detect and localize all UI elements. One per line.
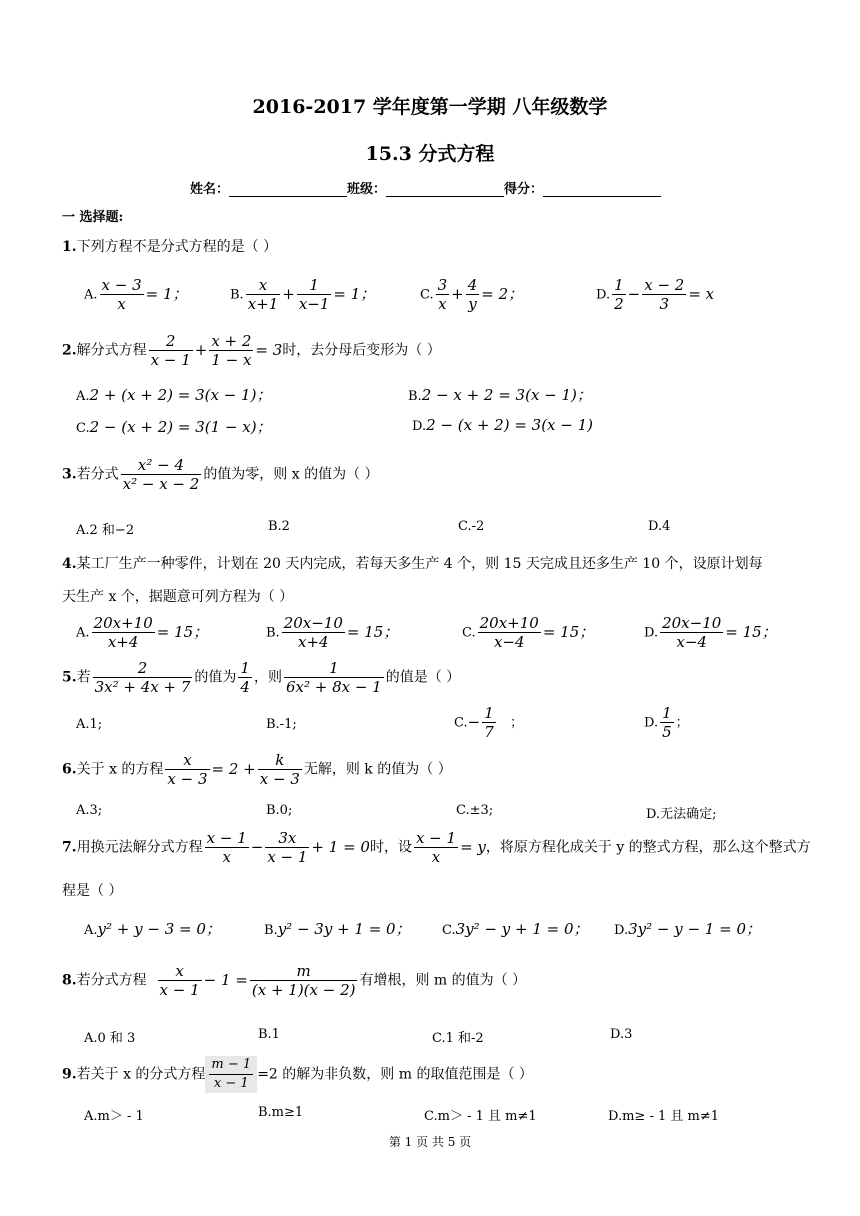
question-2: 2.解分式方程 $\frac{2}{x - 1}$ + $\frac{x + 2}{1 - x}$ = 3时，去分母后变形为（ ） — [62, 332, 441, 369]
question-3: 3.若分式 $\frac{\text{x² − 4}}{\text{x² − x − 2}}$ 的值为零，则 x 的值为（ ） — [62, 456, 379, 493]
q2-option-b: B.2 − x + 2 = 3(x − 1)； — [408, 386, 592, 404]
q6-option-c: C.±3; — [456, 803, 494, 818]
q5-option-c: C.− $\frac{1}{7}$ ； — [454, 704, 524, 741]
q8-option-d: D.3 — [610, 1027, 633, 1042]
section-heading: 一 选择题: — [62, 210, 124, 225]
q8-option-a: A.0 和 3 — [84, 1031, 136, 1046]
class-label: 班级： — [347, 182, 387, 197]
q2-option-c: C.2 − (x + 2) = 3(1 − x)； — [76, 418, 272, 436]
page-subtitle: 15.3 分式方程 — [365, 143, 495, 165]
q4-option-d: D. $\frac{20x-10}{x-4}$ = 15； — [644, 614, 777, 651]
question-7-line2: 程是（ ） — [62, 883, 123, 899]
q1-option-a: A. $\frac{x - 3}{x}$ = 1； — [84, 276, 188, 313]
q2-option-a: A.2 + (x + 2) = 3(x − 1)； — [76, 386, 272, 404]
q8-option-b: B.1 — [258, 1027, 280, 1042]
q5-option-a: A.1; — [76, 717, 103, 732]
page-number: 第 1 页 共 5 页 — [388, 1135, 472, 1149]
name-blank — [229, 182, 347, 197]
question-1: 1.下列方程不是分式方程的是（ ） — [62, 239, 278, 255]
question-9: 9.若关于 x 的分式方程 $\frac{m - 1}{x - 1}$ =2 的解为非负数，则 m 的取值范围是（ ） — [62, 1057, 533, 1091]
question-6: 6.关于 x 的方程 $\frac{x}{x - 3}$ = 2 + $\frac{k}{x - 3}$ 无解，则 k 的值为（ ） — [62, 751, 452, 788]
q5-option-d: D. $\frac{1}{5}$ ； — [644, 704, 689, 741]
name-label: 姓名： — [190, 182, 230, 197]
q3-option-b: B.2 — [268, 519, 290, 534]
question-4-line2: 天生产 x 个，据题意可列方程为（ ） — [62, 589, 294, 605]
q4-option-c: C. $\frac{20x+10}{x-4}$ = 15； — [462, 614, 595, 651]
question-8: 8.若分式方程 $\frac{x}{x - 1}$ − 1 = $\frac{m}{(x + 1)(x - 2)}$ 有增根，则 m 的值为（ ） — [62, 962, 527, 999]
q8-option-c: C.1 和-2 — [432, 1031, 484, 1046]
q9-option-b: B.m≥1 — [258, 1105, 304, 1120]
question-7: 7.用换元法解分式方程 $\frac{x - 1}{x}$ − $\frac{3x}{x - 1}$ + 1 = 0时，设 $\frac{x - 1}{x}$ = y，将原方程化成关于 y 的整式方程，那么这个整式方 — [62, 829, 811, 866]
q9-option-c: C.m＞ - 1 且 m≠1 — [424, 1109, 537, 1124]
class-blank — [386, 182, 504, 197]
q6-option-a: A.3; — [76, 803, 103, 818]
q3-option-d: D.4 — [648, 519, 671, 534]
q7-option-b: B.y² − 3y + 1 = 0； — [264, 920, 411, 938]
q1-option-b: B. $\frac{x}{x+1}$ + $\frac{1}{x-1}$ = 1； — [230, 276, 376, 313]
q6-option-b: B.0; — [266, 803, 293, 818]
q3-option-a: A.2 和−2 — [76, 523, 135, 538]
score-blank — [543, 182, 661, 197]
score-label: 得分： — [504, 182, 544, 197]
q9-option-d: D.m≥ - 1 且 m≠1 — [608, 1109, 719, 1124]
q9-option-a: A.m＞ - 1 — [84, 1109, 144, 1124]
q4-option-a: A. $\frac{20x+10}{x+4}$ = 15； — [76, 614, 209, 651]
student-info-row — [190, 178, 661, 197]
q7-option-d: D.3y² − y − 1 = 0； — [614, 920, 761, 938]
q7-option-a: A.y² + y − 3 = 0； — [84, 920, 221, 938]
question-4: 4.某工厂生产一种零件，计划在 20 天内完成，若每天多生产 4 个，则 15 天完成且还多生产 10 个，设原计划每 — [62, 556, 763, 572]
q6-option-d: D.无法确定; — [646, 807, 717, 822]
q9-fraction-image: $\frac{m - 1}{x - 1}$ — [205, 1056, 257, 1093]
page-title: 2016-2017 学年度第一学期 八年级数学 — [252, 96, 608, 118]
q1-option-c: C. $\frac{3}{x}$ + $\frac{4}{y}$ = 2； — [420, 276, 524, 313]
q3-option-c: C.-2 — [458, 519, 485, 534]
q2-option-d: D.2 − (x + 2) = 3(x − 1) — [412, 416, 594, 434]
q5-option-b: B.-1; — [266, 717, 297, 732]
q4-option-b: B. $\frac{20x-10}{x+4}$ = 15； — [266, 614, 399, 651]
q7-option-c: C.3y² − y + 1 = 0； — [442, 920, 589, 938]
question-5: 5.若 $\frac{2}{\text{3x² + 4x + 7}}$ 的值为 $\frac{1}{4}$ ，则 $\frac{1}{\text{6x² + 8x − 1}}$ 的值是（ ） — [62, 659, 461, 696]
q1-option-d: D. $\frac{1}{2}$ − $\frac{x - 2}{3}$ = x — [596, 276, 715, 313]
